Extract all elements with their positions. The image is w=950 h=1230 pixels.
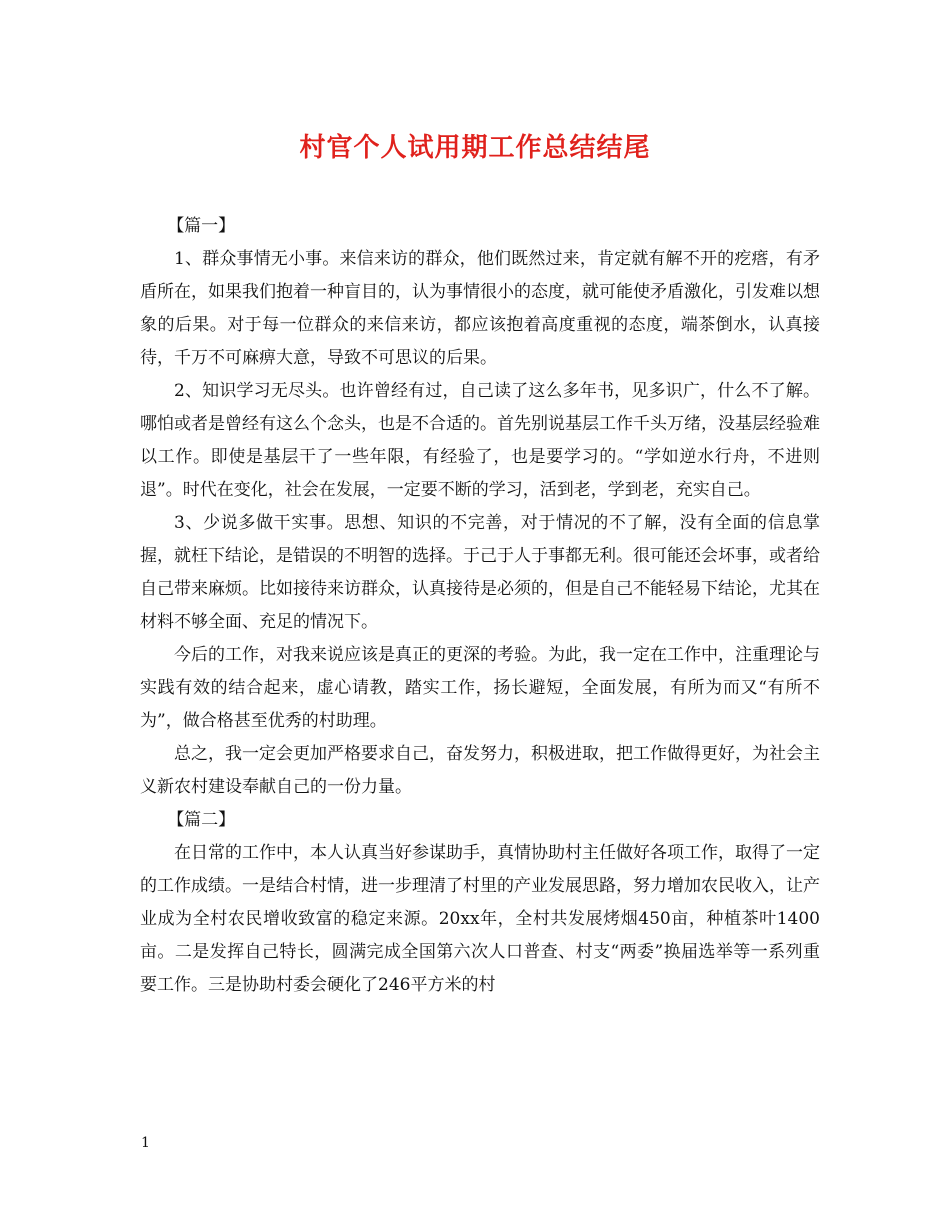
section-heading-2: 【篇二】 (167, 810, 236, 830)
paragraph-2: 2、知识学习无尽头。也许曾经有过，自己读了这么多年书，见多识广，什么不了解。哪怕或者是曾经有这么个念头，也是不合适的。首先别说基层工作千头万绪，没基层经验难以工作。即使是基层干了一些年限，有经验了，也是要学习的。“学如逆水行舟，不进则退”。时代在变化，社会在发展，一定要不断的学习，活到老，学到老，充实自己。 (140, 381, 820, 500)
paragraph-3: 3、少说多做干实事。思想、知识的不完善，对于情况的不了解，没有全面的信息掌握，就枉下结论，是错误的不明智的选择。于己于人于事都无利。很可能还会坏事，或者给自己带来麻烦。比如接待来访群众，认真接待是必须的，但是自己不能轻易下结论，尤其在材料不够全面、充足的情况下。 (140, 513, 820, 632)
page-number: 1 (141, 1135, 150, 1151)
document-title: 村官个人试用期工作总结结尾 (299, 133, 651, 163)
document-body (140, 210, 820, 1002)
paragraph-6: 在日常的工作中，本人认真当好参谋助手，真情协助村主任做好各项工作，取得了一定的工作成绩。一是结合村情，进一步理清了村里的产业发展思路，努力增加农民收入，让产业成为全村农民增收致富的稳定来源。20xx年，全村共发展烤烟450亩，种植茶叶1400亩。二是发挥自己特长，圆满完成全国第六次人口普查、村支“两委”换届选举等一系列重要工作。三是协助村委会硬化了246平方米的村 (140, 843, 820, 995)
section-heading-1: 【篇一】 (167, 216, 236, 236)
paragraph-5: 总之，我一定会更加严格要求自己，奋发努力，积极进取，把工作做得更好，为社会主义新农村建设奉献自己的一份力量。 (140, 744, 820, 797)
paragraph-4: 今后的工作，对我来说应该是真正的更深的考验。为此，我一定在工作中，注重理论与实践有效的结合起来，虚心请教，踏实工作，扬长避短，全面发展，有所为而又“有所不为”，做合格甚至优秀的村助理。 (140, 645, 820, 731)
paragraph-1: 1、群众事情无小事。来信来访的群众，他们既然过来，肯定就有解不开的疙瘩，有矛盾所在，如果我们抱着一种盲目的，认为事情很小的态度，就可能使矛盾激化，引发难以想象的后果。对于每一位群众的来信来访，都应该抱着高度重视的态度，端茶倒水，认真接待，千万不可麻痹大意，导致不可思议的后果。 (140, 249, 820, 368)
